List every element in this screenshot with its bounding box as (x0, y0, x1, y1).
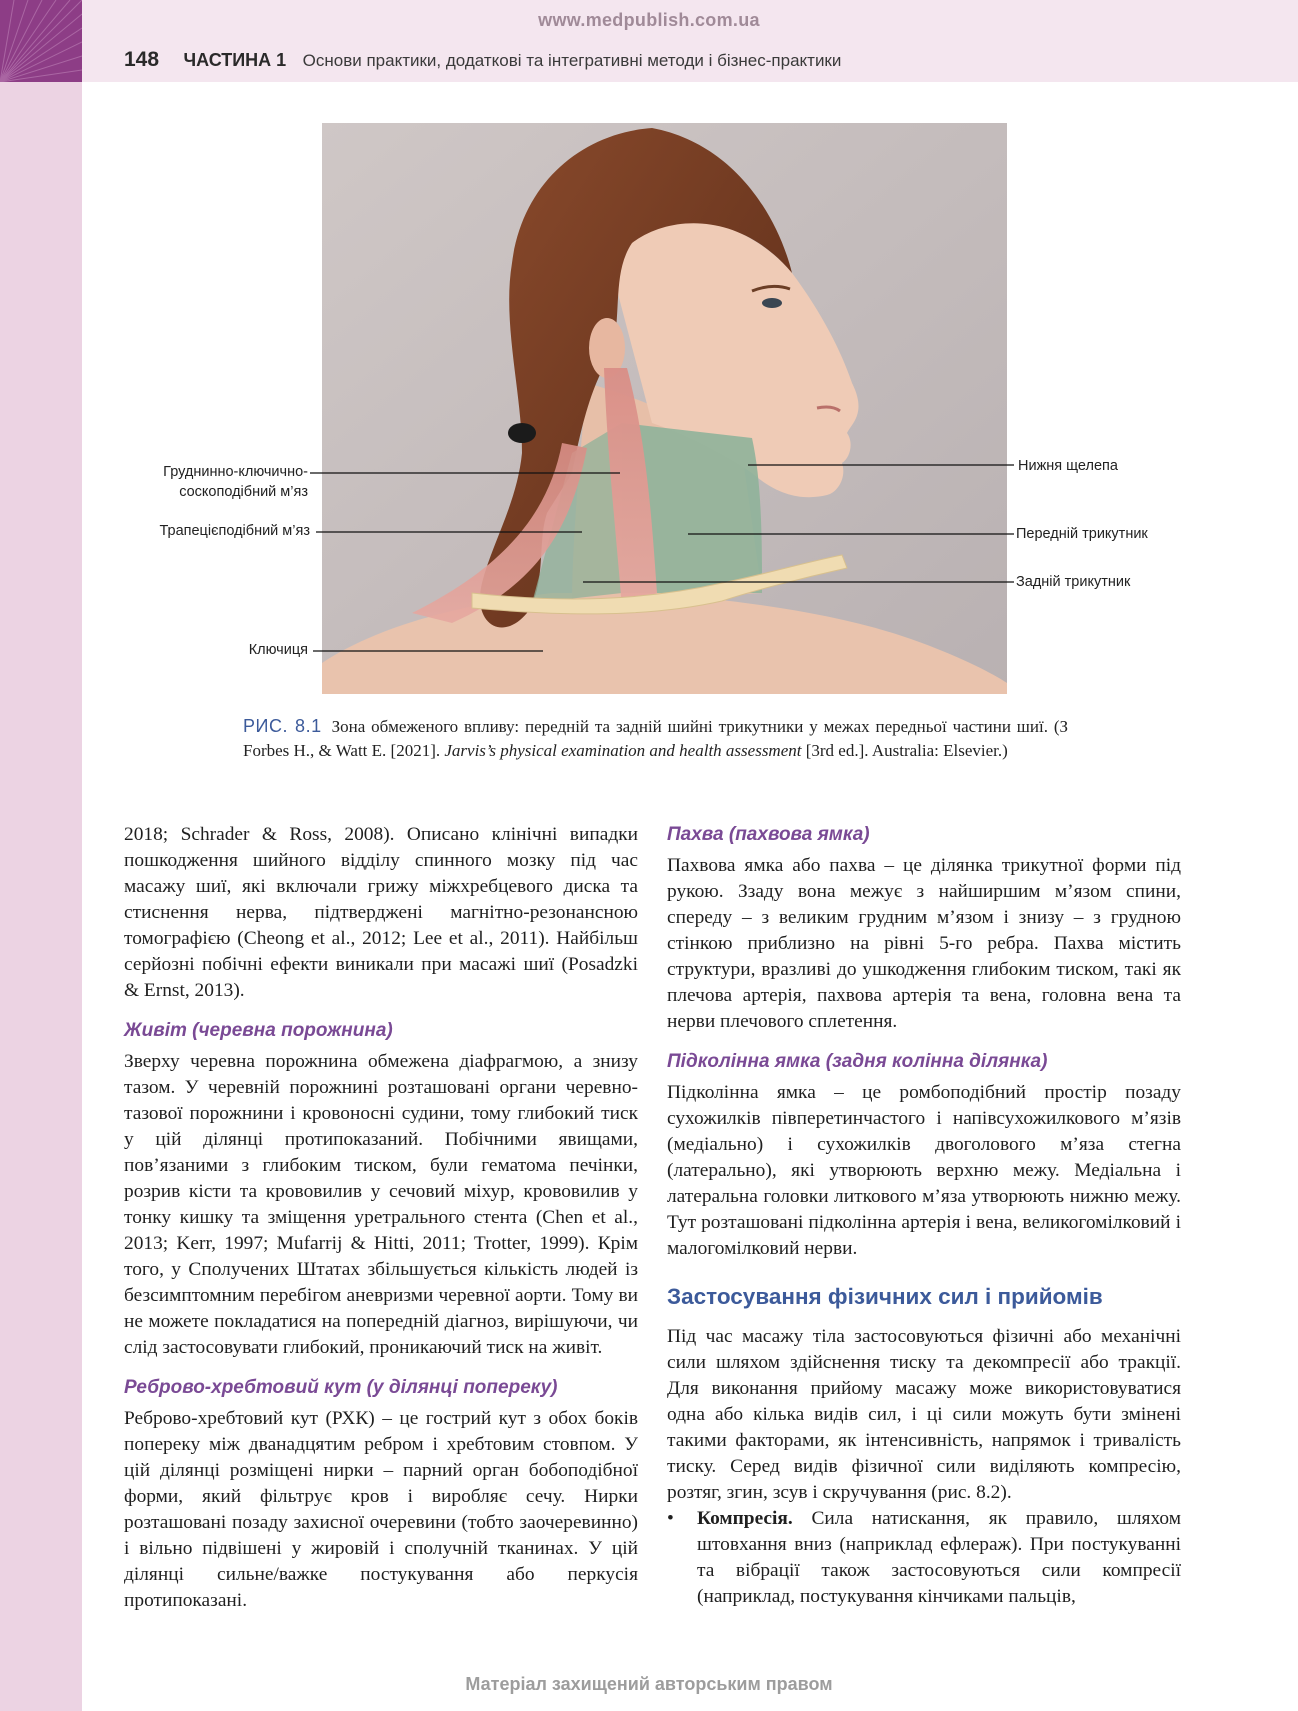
label-sternocleidomastoid-line1: Груднинно-ключично- (163, 464, 308, 480)
subheading-costovertebral-angle: Реброво-хребтовий кут (у ділянці попереку) (124, 1377, 558, 1398)
subheading-abdomen: Живіт (черевна порожнина) (124, 1020, 393, 1041)
page-number: 148 (124, 48, 160, 71)
list-item-compression (667, 1506, 1181, 1610)
left-margin-band (0, 0, 82, 1711)
paragraph-physical-forces: Під час масажу тіла застосовуються фізичні або механічні сили шляхом здійснення тиску та декомпресії або тракції. Для виконання прийому масажу може використовуватися одна або кілька видів сил, і ці сили можуть бути змінені такими факторами, як інтенсивність, напрямок і тривалість тиску. Серед видів фізичної сили виділяють компресію, розтяг, згин, зсув і скручування (рис. 8.2). (667, 1326, 1181, 1503)
right-column (667, 822, 1181, 1610)
running-header (124, 48, 841, 72)
copyright-footer: Матеріал захищений авторським правом (465, 1674, 833, 1694)
subheading-popliteal-fossa: Підколінна ямка (задня колінна ділянка) (667, 1051, 1048, 1072)
label-clavicle: Ключиця (248, 642, 308, 658)
paragraph-axilla: Пахвова ямка або пахва – це ділянка трикутної форми під рукою. Ззаду вона межує з найширшим м’язом спини, спереду – з великим грудним м’язом і знизу – з грудною стінкою приблизно на рівні 5-го ребра. Пахва містить структури, вразливі до ушкодження глибоким тиском, такі як плечова артерія, пахвова артерія та вена, головна вена та нерви плечового сплетення. (667, 855, 1181, 1032)
label-posterior-triangle: Задній трикутник (1016, 574, 1131, 590)
section-title: Основи практики, додаткові та інтегративні методи і бізнес-практики (302, 51, 842, 70)
label-anterior-triangle: Передній трикутник (1016, 526, 1148, 542)
figure-caption-book-title: Jarvis’s physical examination and health assessment (444, 741, 802, 760)
bullet-marker: • (667, 1508, 674, 1529)
label-trapezius: Трапецієподібний м’яз (159, 523, 310, 539)
part-label: ЧАСТИНА 1 (183, 50, 287, 70)
bullet-text-compression: Сила натискання, як правило, шляхом штовхання вниз (наприклад ефлераж). При постукуванні та вібрації також застосовуються сили компресії (наприклад, постукування кінчиками пальців, (697, 1508, 1181, 1607)
paragraph-abdomen: Зверху черевна порожнина обмежена діафрагмою, а знизу тазом. У черевній порожнині розташовані органи черевно-тазової порожнини і кровоносні судини, тому глибокий тиск у цій ділянці протипоказаний. Побічними явищами, пов’язаними з глибоким тиском, були гематома печінки, розрив кісти та крововилив у сечовий міхур, крововилив у тонку кишку та зміщення уретрального стента (Chen et al., 2013; Kerr, 1997; Mufarrij & Hitti, 2011; Trotter, 1999). Крім того, у Сполучених Штатах збільшується кількість людей із безсимптомним перебігом аневризми черевної аорти. Тому ви не можете покладатися на попередній діагноз, вирішуючи, чи слід застосовувати глибокий, проникаючий тиск на живіт. (124, 1051, 638, 1358)
site-url: www.medpublish.com.ua (538, 10, 760, 30)
label-sternocleidomastoid-line2: соскоподібний м’яз (179, 484, 308, 500)
figure-caption-id: РИС. 8.1 (243, 716, 322, 736)
paragraph-neck-cases: 2018; Schrader & Ross, 2008). Описано клінічні випадки пошкодження шийного відділу спинного мозку під час масажу шиї, які включали грижу міжхребцевого диска та стиснення нерва, підтверджені магнітно-резонансною томографією (Cheong et al., 2012; Lee et al., 2011). Найбільш серйозні побічні ефекти виникали при масажі шиї (Posadzki & Ernst, 2013). (124, 824, 638, 1001)
bullet-term-compression: Компресія. (697, 1508, 793, 1529)
label-mandible: Нижня щелепа (1018, 458, 1118, 474)
figure-caption (243, 714, 1068, 763)
subheading-axilla: Пахва (пахвова ямка) (667, 824, 870, 845)
figure-caption-text-2: [3rd ed.]. Australia: Elsevier.) (801, 741, 1008, 760)
left-column (124, 822, 638, 1614)
label-sternocleidomastoid (128, 462, 308, 502)
section-heading-physical-forces: Застосування фізичних сил і прийомів (667, 1284, 1103, 1309)
paragraph-popliteal-fossa: Підколінна ямка – це ромбоподібний простір позаду сухожилків півперетинчастого і напівсухожилкового м’язів (медіально) і сухожилків двоголового м’яза стегна (латерально), які утворюють верхню межу. Медіальна і латеральна головки литкового м’яза утворюють нижню межу. Тут розташовані підколінна артерія і вена, великогомілковий і малогомілковий нерви. (667, 1082, 1181, 1259)
figure-caption-text-1: Зона обмеженого впливу: передній та задній шийні трикутники у межах передньої частини шиї. (З Forbes H., & Watt E. [2021]. (243, 717, 1069, 760)
figure-neck-anatomy (322, 123, 1007, 694)
paragraph-costovertebral-angle: Реброво-хребтовий кут (РХК) – це гострий кут з обох боків попереку між дванадцятим ребром і хребтовим стовпом. У цій ділянці розміщені нирки – парний орган бобоподібної форми, який фільтрує кров і виробляє сечу. Нирки розташовані позаду захисної очеревини (тобто заочеревинно) і вільно підвішені у жировій і сполучній тканинах. У цій ділянці сильне/важке постукування або перкусія протипоказані. (124, 1408, 638, 1611)
